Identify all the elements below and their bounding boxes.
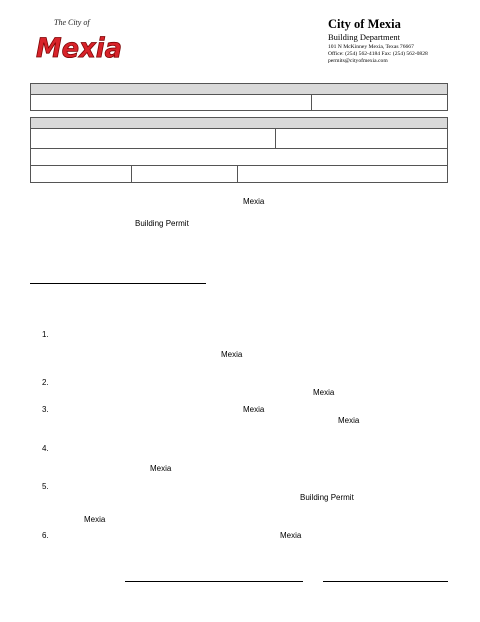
- form-field-3b[interactable]: [131, 165, 238, 183]
- email: permits@cityofmexia.com: [328, 58, 388, 64]
- list-text-city: Mexia: [243, 405, 265, 414]
- list-number-2: 2.: [42, 378, 49, 387]
- signature-line[interactable]: [125, 581, 303, 582]
- form-field-3a[interactable]: [30, 165, 132, 183]
- form-field-2b[interactable]: [275, 128, 448, 149]
- section-underline: [30, 283, 206, 284]
- city-logo: [34, 16, 126, 62]
- list-number-5: 5.: [42, 482, 49, 491]
- address: 101 N McKinney Mexia, Texas 76667: [328, 44, 414, 50]
- list-text-city: Mexia: [338, 416, 360, 425]
- phone-fax: Office: (254) 562-4184 Fax: (254) 562-0828: [328, 51, 428, 57]
- form-field-2a[interactable]: [30, 128, 276, 149]
- list-number-6: 6.: [42, 531, 49, 540]
- list-text-city: Mexia: [84, 515, 106, 524]
- date-line[interactable]: [323, 581, 448, 582]
- list-number-3: 3.: [42, 405, 49, 414]
- list-number-1: 1.: [42, 330, 49, 339]
- form-field-1a[interactable]: [30, 94, 312, 111]
- list-text-permit: Building Permit: [300, 493, 354, 502]
- department-name: Building Department: [328, 32, 401, 42]
- form-field-1b[interactable]: [311, 94, 448, 111]
- body-text-permit: Building Permit: [135, 219, 189, 228]
- list-text-city: Mexia: [150, 464, 172, 473]
- list-number-4: 4.: [42, 444, 49, 453]
- form-field-2c[interactable]: [30, 148, 448, 166]
- form-field-3c[interactable]: [237, 165, 448, 183]
- list-text-city: Mexia: [221, 350, 243, 359]
- logo-text: Mexia: [36, 33, 122, 62]
- logo-small-text: The City of: [54, 18, 90, 27]
- body-text-city: Mexia: [243, 197, 265, 206]
- org-name: City of Mexia: [328, 17, 401, 31]
- list-text-city: Mexia: [313, 388, 335, 397]
- list-text-city: Mexia: [280, 531, 302, 540]
